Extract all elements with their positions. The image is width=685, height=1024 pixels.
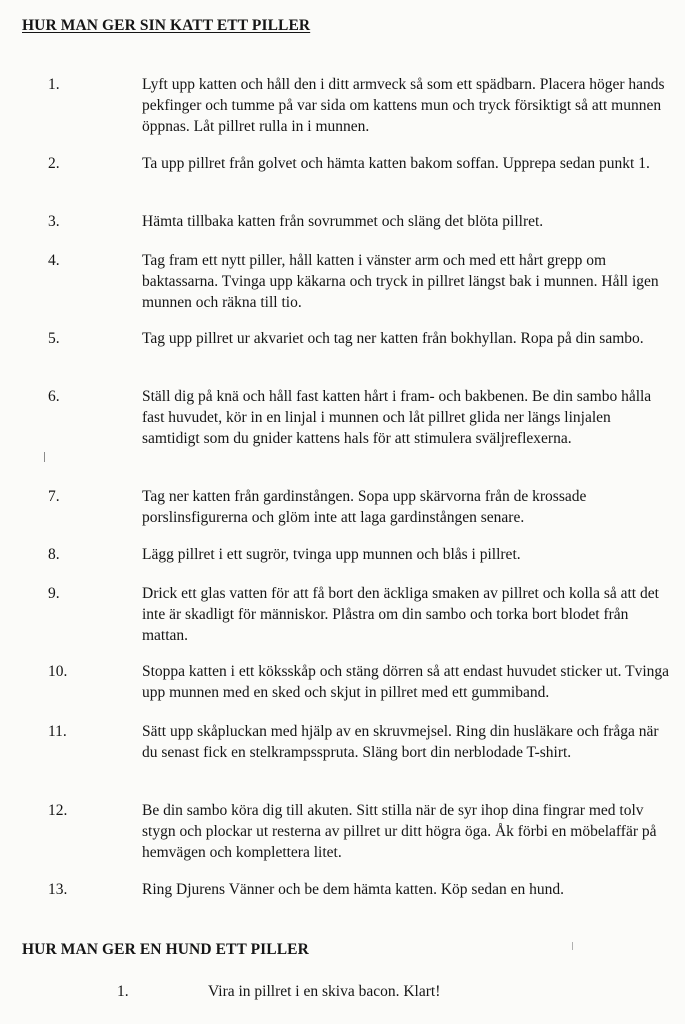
step-number: 1.: [48, 76, 60, 93]
step-number: 3.: [48, 213, 60, 230]
step-text: Ställ dig på knä och håll fast katten hårt i fram- och bakbenen. Be din sambo hålla fast huvudet, kör in en linjal i munnen och låt pillret glida ner längs linjalen samtidigt som du gnider kattens hals för att stimulera sväljreflexerna.: [142, 388, 652, 447]
step-text: Ring Djurens Vänner och be dem hämta katten. Köp sedan en hund.: [142, 881, 564, 898]
step-text: Lägg pillret i ett sugrör, tvinga upp munnen och blås i pillret.: [142, 546, 521, 563]
step-number: 11.: [48, 723, 67, 740]
step-number: 12.: [48, 802, 68, 819]
step-number: 13.: [48, 881, 68, 898]
dog-section-heading: HUR MAN GER EN HUND ETT PILLER: [22, 941, 309, 958]
step-number: 10.: [48, 663, 68, 680]
step-text: Sätt upp skåpluckan med hjälp av en skruvmejsel. Ring din husläkare och fråga när du senast fick en stelkrampsspruta. Släng bort din nerblodade T-shirt.: [142, 723, 659, 761]
step-text: Ta upp pillret från golvet och hämta katten bakom soffan. Upprepa sedan punkt 1.: [142, 155, 650, 172]
step-text: Tag upp pillret ur akvariet och tag ner katten från bokhyllan. Ropa på din sambo.: [142, 330, 644, 347]
step-number: 4.: [48, 252, 60, 269]
step-text: Vira in pillret i en skiva bacon. Klart!: [208, 983, 441, 1000]
step-number: 8.: [48, 546, 60, 563]
scan-speck: [572, 942, 573, 950]
step-number: 1.: [117, 983, 129, 1000]
cat-section-heading: HUR MAN GER SIN KATT ETT PILLER: [22, 17, 311, 34]
scan-speck: [44, 452, 45, 462]
step-number: 6.: [48, 388, 60, 405]
step-text: Be din sambo köra dig till akuten. Sitt stilla när de syr ihop dina fingrar med tolv stygn och plockar ut resterna av pillret ur ditt högra öga. Åk förbi en möbelaffär på hemvägen och komplettera litet.: [142, 802, 657, 861]
step-text: Hämta tillbaka katten från sovrummet och släng det blöta pillret.: [142, 213, 544, 230]
step-number: 9.: [48, 585, 60, 602]
step-text: Drick ett glas vatten för att få bort den äckliga smaken av pillret och kolla så att det inte är skadligt för människor. Plåstra om din sambo och torka bort blodet från mattan.: [142, 585, 659, 644]
step-text: Stoppa katten i ett köksskåp och stäng dörren så att endast huvudet sticker ut. Tvinga upp munnen med en sked och skjut in pillret med ett gummiband.: [142, 663, 670, 701]
step-number: 5.: [48, 330, 60, 347]
step-number: 7.: [48, 488, 60, 505]
step-text: Tag fram ett nytt piller, håll katten i vänster arm och med ett hårt grepp om baktassarna. Tvinga upp käkarna och tryck in pillret längst bak i munnen. Håll igen munnen och räkna till tio.: [142, 252, 659, 311]
step-number: 2.: [48, 155, 60, 172]
step-text: Tag ner katten från gardinstången. Sopa upp skärvorna från de krossade porslinsfigurerna och glöm inte att laga gardinstången senare.: [142, 488, 587, 526]
step-text: Lyft upp katten och håll den i ditt armveck så som ett spädbarn. Placera höger hands pekfinger och tumme på var sida om kattens mun och tryck försiktigt så att munnen öppnas. Låt pillret rulla in i munnen.: [142, 76, 665, 135]
